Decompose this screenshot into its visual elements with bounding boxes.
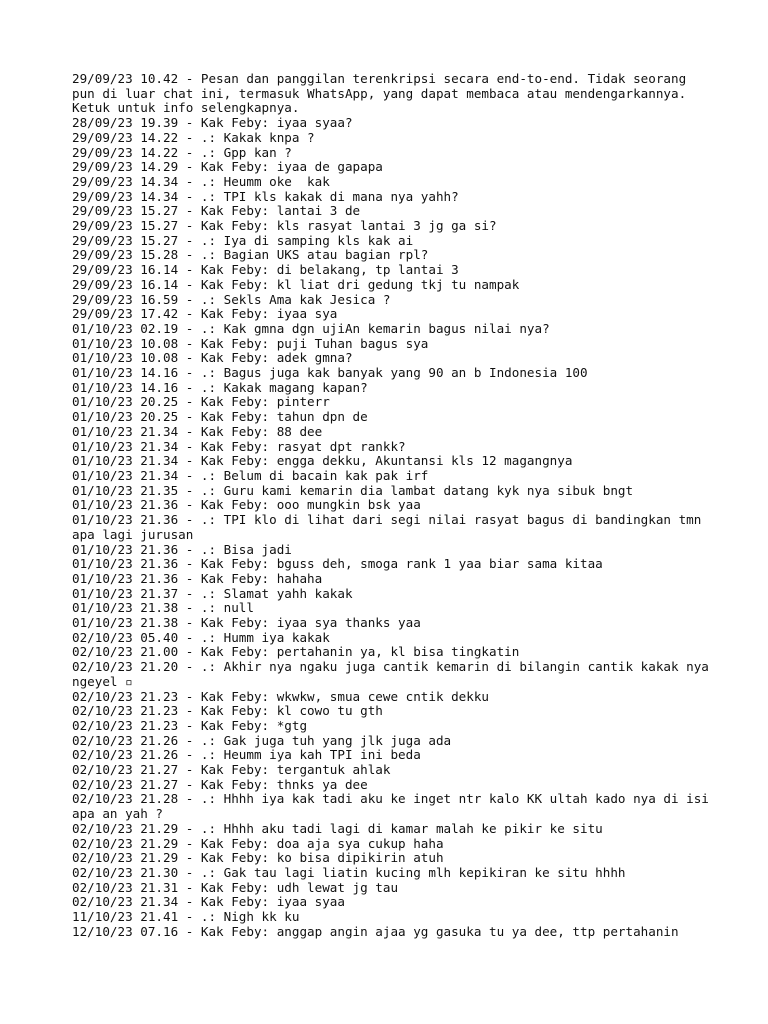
chat-line: 01/10/23 21.37 - .: Slamat yahh kakak <box>72 585 353 601</box>
chat-line: 02/10/23 21.23 - Kak Feby: kl cowo tu gth <box>72 703 383 719</box>
chat-line: 02/10/23 05.40 - .: Humm iya kakak <box>72 629 330 645</box>
chat-line: 02/10/23 21.28 - .: Hhhh iya kak tadi aku ke inget ntr kalo KK ultah kado nya di isi apa an yah ? <box>72 791 717 822</box>
chat-line: 01/10/23 21.34 - Kak Feby: engga dekku, Akuntansi kls 12 magangnya <box>72 453 573 469</box>
chat-line: 02/10/23 21.27 - Kak Feby: tergantuk ahlak <box>72 762 391 778</box>
chat-line: 01/10/23 21.34 - Kak Feby: rasyat dpt rankk? <box>72 438 406 454</box>
chat-line: 01/10/23 21.36 - Kak Feby: bguss deh, smoga rank 1 yaa biar sama kitaa <box>72 556 603 572</box>
chat-line: 29/09/23 10.42 - Pesan dan panggilan terenkripsi secara end-to-end. Tidak seorang pun di luar chat ini, termasuk WhatsApp, yang dapat membaca atau mendengarkannya. Ketuk untuk info selengkapnya. <box>72 71 694 116</box>
chat-line: 01/10/23 21.34 - .: Belum di bacain kak pak irf <box>72 467 429 483</box>
chat-line: 01/10/23 21.34 - Kak Feby: 88 dee <box>72 423 323 439</box>
chat-line: 01/10/23 21.38 - Kak Feby: iyaa sya thanks yaa <box>72 615 421 631</box>
chat-line: 01/10/23 20.25 - Kak Feby: pinterr <box>72 394 330 410</box>
chat-line: 01/10/23 21.38 - .: null <box>72 600 254 616</box>
chat-line: 29/09/23 16.14 - Kak Feby: di belakang, tp lantai 3 <box>72 262 459 278</box>
chat-line: 01/10/23 21.36 - .: Bisa jadi <box>72 541 292 557</box>
chat-line: 29/09/23 14.22 - .: Gpp kan ? <box>72 144 292 160</box>
document-page <box>72 71 717 939</box>
chat-line: 02/10/23 21.00 - Kak Feby: pertahanin ya, kl bisa tingkatin <box>72 644 520 660</box>
chat-line: 02/10/23 21.23 - Kak Feby: wkwkw, smua cewe cntik dekku <box>72 688 490 704</box>
chat-line: 02/10/23 21.29 - Kak Feby: doa aja sya cukup haha <box>72 835 444 851</box>
chat-line: 02/10/23 21.34 - Kak Feby: iyaa syaa <box>72 894 345 910</box>
chat-line: 01/10/23 10.08 - Kak Feby: adek gmna? <box>72 350 353 366</box>
chat-line: 01/10/23 02.19 - .: Kak gmna dgn ujiAn kemarin bagus nilai nya? <box>72 320 550 336</box>
chat-line: 29/09/23 14.22 - .: Kakak knpa ? <box>72 129 315 145</box>
chat-line: 29/09/23 14.29 - Kak Feby: iyaa de gapapa <box>72 159 383 175</box>
chat-line: 02/10/23 21.20 - .: Akhir nya ngaku juga cantik kemarin di bilangin cantik kakak nya ngeyel ▫ <box>72 659 717 689</box>
chat-line: 01/10/23 10.08 - Kak Feby: puji Tuhan bagus sya <box>72 335 429 351</box>
chat-line: 29/09/23 16.14 - Kak Feby: kl liat dri gedung tkj tu nampak <box>72 276 520 292</box>
chat-line: 29/09/23 14.34 - .: Heumm oke kak <box>72 173 330 189</box>
chat-line: 02/10/23 21.26 - .: Heumm iya kah TPI ini beda <box>72 747 421 763</box>
chat-line: 01/10/23 14.16 - .: Kakak magang kapan? <box>72 379 368 395</box>
chat-line: 29/09/23 15.28 - .: Bagian UKS atau bagian rpl? <box>72 247 429 263</box>
chat-line: 11/10/23 21.41 - .: Nigh kk ku <box>72 909 300 925</box>
chat-line: 02/10/23 21.31 - Kak Feby: udh lewat jg tau <box>72 879 399 895</box>
chat-line: 02/10/23 21.23 - Kak Feby: *gtg <box>72 717 308 733</box>
chat-line: 01/10/23 21.36 - .: TPI klo di lihat dari segi nilai rasyat bagus di bandingkan tmn apa lagi jurusan <box>72 512 709 542</box>
chat-line: 28/09/23 19.39 - Kak Feby: iyaa syaa? <box>72 115 353 131</box>
chat-line: 29/09/23 15.27 - .: Iya di samping kls kak ai <box>72 232 414 248</box>
chat-line: 01/10/23 21.36 - Kak Feby: hahaha <box>72 570 323 586</box>
chat-line: 02/10/23 21.30 - .: Gak tau lagi liatin kucing mlh kepikiran ke situ hhhh <box>72 864 626 880</box>
chat-line: 01/10/23 21.36 - Kak Feby: ooo mungkin bsk yaa <box>72 497 421 513</box>
chat-line: 29/09/23 15.27 - Kak Feby: kls rasyat lantai 3 jg ga si? <box>72 218 497 234</box>
chat-line: 29/09/23 16.59 - .: Sekls Ama kak Jesica ? <box>72 291 391 307</box>
chat-line: 01/10/23 14.16 - .: Bagus juga kak banyak yang 90 an b Indonesia 100 <box>72 365 588 381</box>
chat-line: 02/10/23 21.27 - Kak Feby: thnks ya dee <box>72 776 368 792</box>
chat-line: 01/10/23 21.35 - .: Guru kami kemarin dia lambat datang kyk nya sibuk bngt <box>72 482 634 498</box>
chat-line: 12/10/23 07.16 - Kak Feby: anggap angin ajaa yg gasuka tu ya dee, ttp pertahanin <box>72 923 679 939</box>
chat-line: 29/09/23 14.34 - .: TPI kls kakak di mana nya yahh? <box>72 188 459 204</box>
chat-line: 02/10/23 21.29 - Kak Feby: ko bisa dipikirin atuh <box>72 850 444 866</box>
chat-line: 02/10/23 21.29 - .: Hhhh aku tadi lagi di kamar malah ke pikir ke situ <box>72 820 603 836</box>
chat-line: 29/09/23 15.27 - Kak Feby: lantai 3 de <box>72 203 361 219</box>
chat-log <box>72 71 717 939</box>
chat-line: 02/10/23 21.26 - .: Gak juga tuh yang jlk juga ada <box>72 732 452 748</box>
chat-line: 01/10/23 20.25 - Kak Feby: tahun dpn de <box>72 409 368 425</box>
chat-line: 29/09/23 17.42 - Kak Feby: iyaa sya <box>72 306 338 322</box>
